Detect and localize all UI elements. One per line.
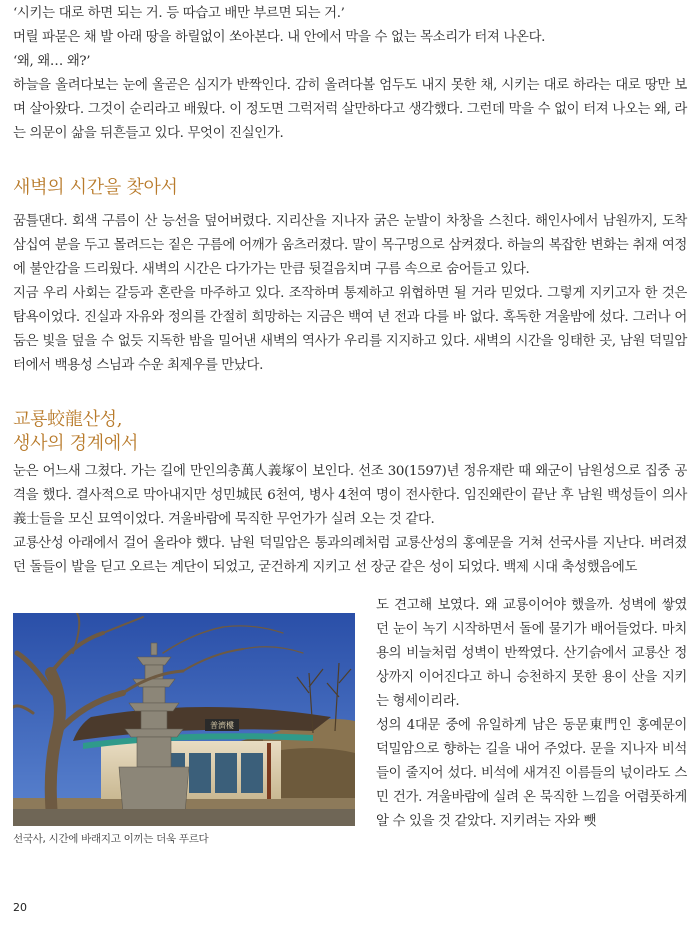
paragraph: 성의 4대문 중에 유일하게 남은 동문東門인 홍예문이 덕밀암으로 향하는 길을 내어 주었다. 문을 지나자 비석들이 줄지어 섰다. 비석에 새겨진 이름들의 넋이라도 스민 건가. 겨울바람에 실려 온 묵직한 느낌을 어렴풋하게 알 수 있을 것 같았다. 지키려는 자와 뺏 — [376, 718, 687, 829]
heading-line: 생사의 경계에서 — [13, 433, 139, 454]
section-heading-fortress — [13, 408, 138, 456]
stone-base — [13, 809, 355, 826]
intro-text-block — [13, 2, 687, 146]
section-heading-dawn: 새벽의 시간을 찾아서 — [13, 177, 178, 198]
temple-photo — [13, 613, 355, 826]
heading-line: 교룡蛟龍산성, — [13, 409, 123, 430]
intro-paragraph: 하늘을 올려다보는 눈에 올곧은 심지가 반짝인다. 감히 올려다볼 엄두도 내지 못한 채, 시키는 대로 하라는 대로 땅만 보며 살아왔다. 그것이 순리라고 배웠다. 이 정도면 그럭저럭 살만하다고 생각했다. 그런데 막을 수 없이 터져 나오는 왜, 라는 의문이 삶을 뒤흔들고 있다. 무엇이 진실인가. — [13, 78, 687, 141]
section2-right-column — [376, 594, 687, 834]
section2-text-block — [13, 460, 687, 580]
paragraph: 도 견고해 보였다. 왜 교룡이어야 했을까. 성벽에 쌓였던 눈이 녹기 시작하면서 돌에 물기가 배어들었다. 마치 용의 비늘처럼 성벽이 반짝였다. 산기슭에서 교룡산 정상까지 이어진다고 하니 승천하지 못한 용이 산을 지키는 형세이리라. — [376, 598, 687, 709]
intro-line: ‘시키는 대로 하면 되는 거. 등 따습고 배만 부르면 되는 거.’ — [13, 6, 345, 21]
intro-line: ‘왜, 왜… 왜?’ — [13, 54, 91, 69]
intro-line: 머릴 파묻은 채 발 아래 땅을 하릴없이 쏘아본다. 내 안에서 막을 수 없는 목소리가 터져 나온다. — [13, 30, 546, 45]
paragraph: 교룡산성 아래에서 걸어 올라야 했다. 남원 덕밀암은 통과의례처럼 교룡산성의 홍예문을 거쳐 선국사를 지난다. 버려졌던 돌들이 발을 딛고 오르는 계단이 되었고, 굳건하게 지키고 선 장군 같은 성이 되었다. 백제 시대 축성했음에도 — [13, 536, 687, 575]
temple-sign-text: 普濟樓 — [210, 721, 234, 730]
paragraph: 지금 우리 사회는 갈등과 혼란을 마주하고 있다. 조작하며 통제하고 위협하면 될 거라 믿었다. 그렇게 지키고자 한 것은 탐욕이었다. 진실과 자유와 정의를 간절히 희망하는 지금은 백여 년 전과 다를 바 없다. 혹독한 겨울밤에 섰다. 그러나 어둠은 빛을 덮을 수 없듯 지독한 밤을 밀어낸 새벽의 역사가 우리를 지지하고 있다. 새벽의 시간을 잉태한 곳, 남원 덕밀암 터에서 백용성 스님과 수운 최제우를 만났다. — [13, 286, 687, 373]
temple-photo-illustration — [13, 613, 355, 826]
paragraph: 눈은 어느새 그쳤다. 가는 길에 만인의총萬人義塚이 보인다. 선조 30(1597)년 정유재란 때 왜군이 남원성으로 집중 공격을 했다. 결사적으로 막아내지만 성민城民 6천여, 병사 4천여 명이 전사한다. 임진왜란이 끝난 후 남원 백성들이 의사義士들을 모신 묘역이었다. 겨울바람에 묵직한 무언가가 실려 오는 것 같다. — [13, 464, 687, 527]
page-number: 20 — [13, 901, 27, 914]
section1-text-block — [13, 210, 687, 378]
paragraph: 꿈틀댄다. 회색 구름이 산 능선을 덮어버렸다. 지리산을 지나자 굵은 눈발이 차창을 스친다. 해인사에서 남원까지, 도착 삼십여 분을 두고 몰려드는 짙은 구름에 어깨가 움츠러졌다. 말이 목구멍으로 삼켜졌다. 하늘의 복잡한 변화는 취재 여정에 불안감을 드리웠다. 새벽의 시간은 다가가는 만큼 뒷걸음치며 구름 속으로 숨어들고 있다. — [13, 214, 687, 277]
photo-caption: 선국사, 시간에 바래지고 이끼는 더욱 푸르다 — [13, 833, 209, 845]
